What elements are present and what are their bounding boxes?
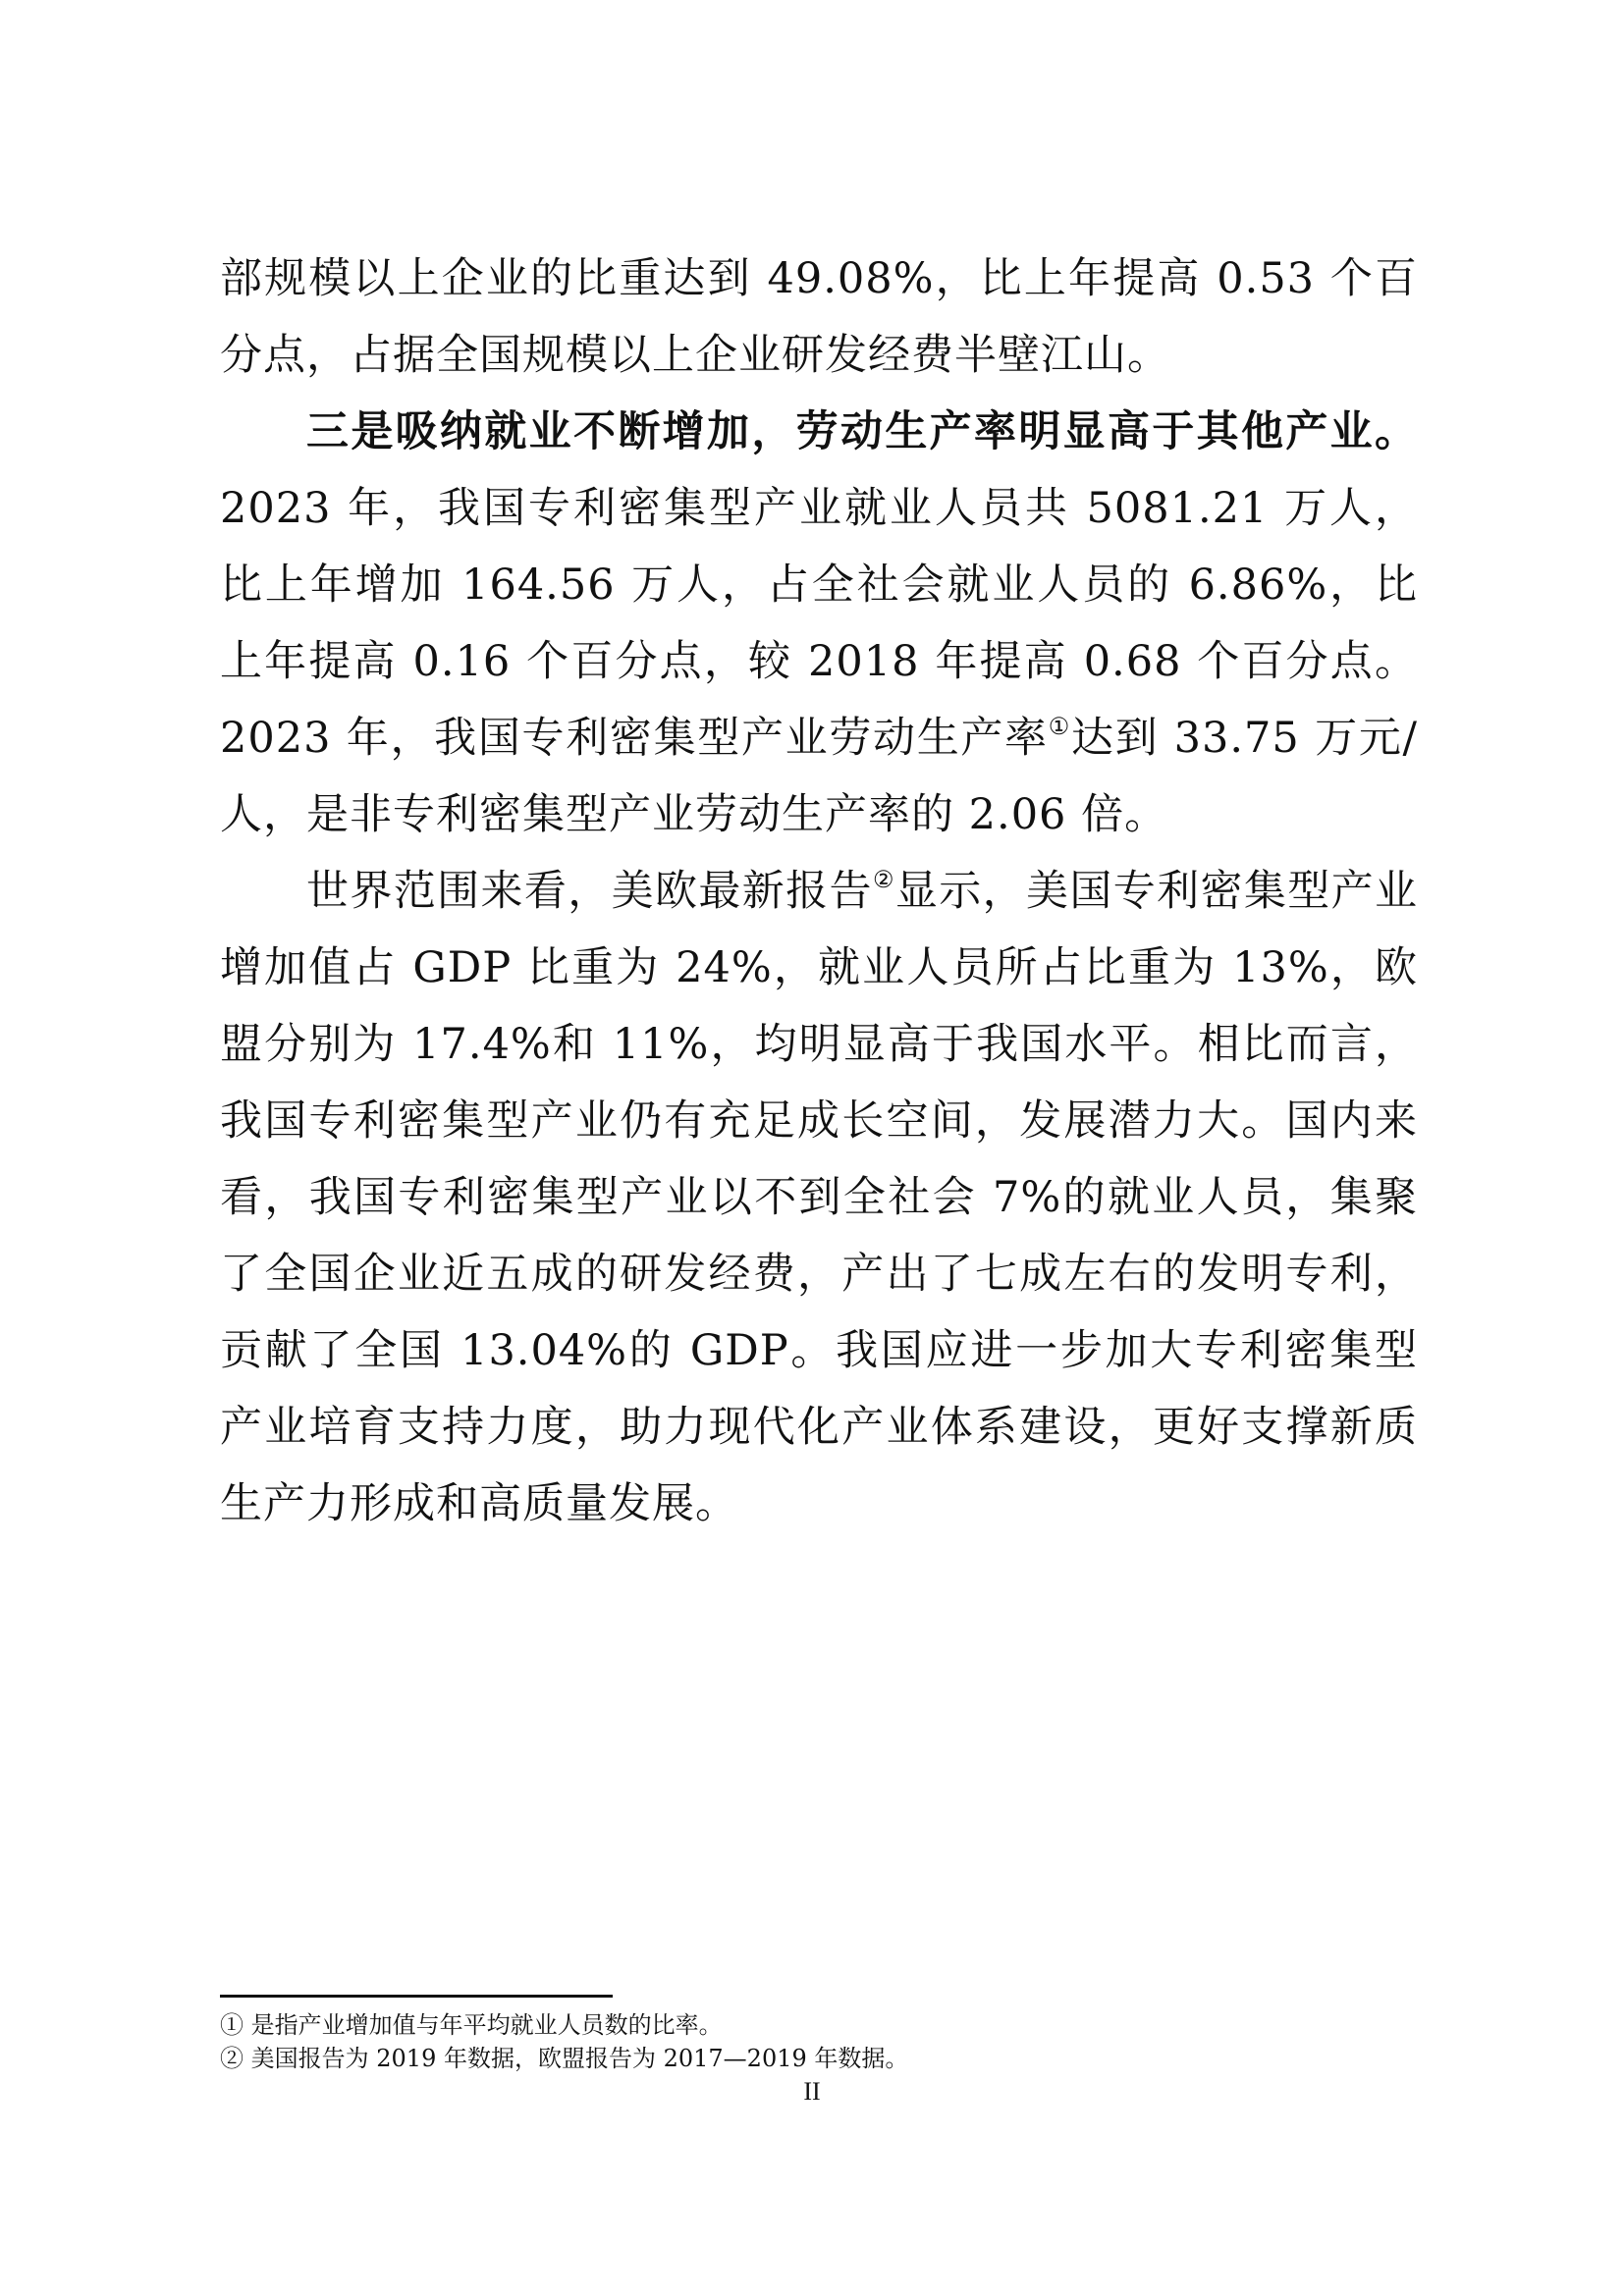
footnote-1: ① 是指产业增加值与年平均就业人员数的比率。 [220, 2011, 723, 2039]
paragraph-rd-share [220, 240, 1418, 394]
page-number: II [803, 2077, 821, 2106]
paragraph-text: 世界范围来看，美欧最新报告 [306, 867, 873, 916]
body-text [220, 240, 1418, 1542]
footnotes [220, 2008, 1418, 2075]
paragraph-world-comparison [220, 853, 1418, 1542]
paragraph-heading: 三是吸纳就业不断增加，劳动生产率明显高于其他产业。 [306, 407, 1418, 456]
footnote-divider [220, 1995, 613, 1998]
footnote-2: ② 美国报告为 2019 年数据，欧盟报告为 2017—2019 年数据。 [220, 2045, 909, 2072]
paragraph-text: 2023 年，我国专利密集型产业就业人员共 5081.21 万人，比上年增加 164.56 万人，占全社会就业人员的 6.86%，比上年提高 0.16 个百分点，较 2018 年提高 0.68 个百分点。2023 年，我国专利密集型产业劳动生产率 [220, 484, 1418, 763]
paragraph-employment [220, 394, 1418, 853]
paragraph-text: 显示，美国专利密集型产业增加值占 GDP 比重为 24%，就业人员所占比重为 13%，欧盟分别为 17.4%和 11%，均明显高于我国水平。相比而言，我国专利密集型产业仍有充足成长空间，发展潜力大。国内来看，我国专利密集型产业以不到全社会 7%的就业人员，集聚了全国企业近五成的研发经费，产出了七成左右的发明专利，贡献了全国 13.04%的 GDP。我国应进一步加大专利密集型产业培育支持力度，助力现代化产业体系建设，更好支撑新质生产力形成和高质量发展。 [220, 867, 1419, 1528]
paragraph-text: 部规模以上企业的比重达到 49.08%，比上年提高 0.53 个百分点，占据全国规模以上企业研发经费半壁江山。 [220, 254, 1418, 380]
footnote-ref-1[interactable]: ① [1048, 713, 1071, 740]
footnote-ref-2[interactable]: ② [872, 866, 895, 893]
paragraph-text: 达到 33.75 万元/人，是非专利密集型产业劳动生产率的 2.06 倍。 [220, 714, 1418, 839]
